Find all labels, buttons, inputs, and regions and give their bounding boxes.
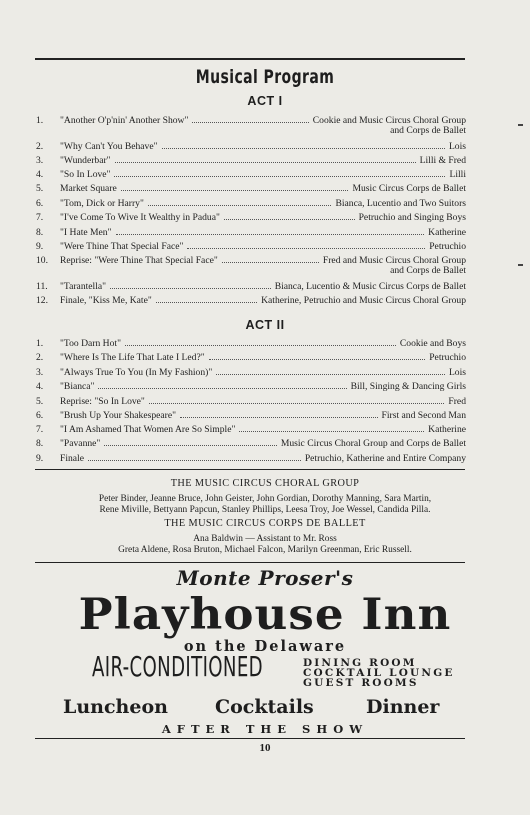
- leader-dots: [162, 148, 445, 149]
- leader-dots: [180, 417, 377, 418]
- song-title: Market Square: [60, 183, 117, 194]
- performer: Bianca, Lucentio & Music Circus Corps de Ballet: [274, 281, 466, 292]
- item-line: [60, 338, 466, 350]
- performer-continued: and Corps de Ballet: [390, 125, 466, 136]
- item-line: [60, 227, 466, 239]
- act2-heading: ACT II: [245, 318, 285, 332]
- top-rule: [35, 58, 465, 60]
- item-line: [60, 212, 466, 224]
- item-line: [60, 381, 466, 393]
- ad-amenity-rooms: GUEST ROOMS: [303, 677, 419, 689]
- ad-location: on the Delaware: [183, 638, 347, 655]
- ad-meal-luncheon: Luncheon: [63, 696, 168, 718]
- item-line: [60, 241, 466, 253]
- leader-dots: [88, 460, 301, 461]
- performer: Katherine, Petruchio and Music Circus Choral Group: [261, 295, 466, 306]
- song-title: "Tarantella": [60, 281, 107, 292]
- item-number: 4.: [36, 381, 44, 392]
- item-line: [60, 295, 466, 307]
- item-number: 9.: [36, 241, 44, 252]
- ad-owner: Monte Proser's: [176, 566, 354, 590]
- leader-dots: [114, 176, 445, 177]
- item-number: 7.: [36, 212, 44, 223]
- item-line: [60, 453, 466, 465]
- song-title: "Where Is The Life That Late I Led?": [60, 352, 205, 363]
- leader-dots: [224, 219, 355, 220]
- song-title: "Bianca": [60, 381, 95, 392]
- performer: Bill, Singing & Dancing Girls: [350, 381, 466, 392]
- performer: Petruchio: [429, 241, 466, 252]
- ad-amenity-dining: DINING ROOM: [303, 657, 417, 669]
- performer: Music Circus Choral Group and Corps de Ballet: [280, 438, 466, 449]
- item-number: 10.: [36, 255, 48, 266]
- item-line: [60, 281, 466, 293]
- performer: Petruchio, Katherine and Entire Company: [304, 453, 466, 464]
- item-number: 8.: [36, 227, 44, 238]
- ad-after-show: AFTER THE SHOW: [161, 722, 369, 736]
- item-number: 5.: [36, 396, 44, 407]
- performer: Fred and Music Circus Choral Group: [322, 255, 466, 266]
- leader-dots: [115, 162, 416, 163]
- ballet-members: Greta Aldene, Rosa Bruton, Michael Falcon, Marilyn Greenman, Eric Russell.: [118, 545, 412, 555]
- ballet-heading: THE MUSIC CIRCUS CORPS DE BALLET: [164, 518, 366, 529]
- item-line: [60, 438, 466, 450]
- leader-dots: [116, 234, 425, 235]
- song-title: Reprise: "Were Thine That Special Face": [60, 255, 218, 266]
- bottom-rule: [35, 738, 465, 739]
- leader-dots: [216, 374, 445, 375]
- performer: Lilli: [449, 169, 466, 180]
- item-line: [60, 183, 466, 195]
- choral-heading: THE MUSIC CIRCUS CHORAL GROUP: [170, 478, 360, 489]
- item-number: 5.: [36, 183, 44, 194]
- song-title: "Were Thine That Special Face": [60, 241, 184, 252]
- edge-mark: [518, 264, 523, 266]
- item-line: [60, 155, 466, 167]
- ad-meal-dinner: Dinner: [366, 696, 440, 718]
- leader-dots: [125, 345, 396, 346]
- song-title: "Why Can't You Behave": [60, 141, 158, 152]
- performer: First and Second Man: [381, 410, 466, 421]
- song-title: "So In Love": [60, 169, 111, 180]
- performer: Lois: [448, 141, 466, 152]
- song-title: "Brush Up Your Shakespeare": [60, 410, 177, 421]
- item-number: 6.: [36, 410, 44, 421]
- leader-dots: [148, 205, 332, 206]
- item-number: 2.: [36, 141, 44, 152]
- song-title: "Too Darn Hot": [60, 338, 121, 349]
- edge-mark: [518, 124, 523, 126]
- item-line: [60, 424, 466, 436]
- item-line: [60, 169, 466, 181]
- song-title: "Tom, Dick or Harry": [60, 198, 144, 209]
- performer: Fred: [448, 396, 466, 407]
- song-title: "Always True To You (In My Fashion)": [60, 367, 213, 378]
- item-number: 12.: [36, 295, 48, 306]
- performer: Bianca, Lucentio and Two Suitors: [335, 198, 466, 209]
- song-title: "Wunderbar": [60, 155, 111, 166]
- ad-rule: [35, 562, 465, 563]
- song-title: "I Hate Men": [60, 227, 112, 238]
- choral-names-2: Rene Miville, Bettyann Papcun, Stanley Phillips, Leesa Troy, Joe Wessel, Candida Pilla.: [99, 505, 431, 515]
- performer-continued: and Corps de Ballet: [390, 265, 466, 276]
- page-title: Musical Program: [195, 66, 335, 88]
- performer: Petruchio and Singing Boys: [358, 212, 466, 223]
- performer: Lois: [448, 367, 466, 378]
- song-title: "Another O'p'nin' Another Show": [60, 115, 189, 126]
- leader-dots: [222, 262, 319, 263]
- performer: Music Circus Corps de Ballet: [352, 183, 466, 194]
- song-title: "I Am Ashamed That Women Are So Simple": [60, 424, 236, 435]
- item-number: 3.: [36, 367, 44, 378]
- ballet-assistant: Ana Baldwin — Assistant to Mr. Ross: [193, 534, 337, 544]
- item-line: [60, 396, 466, 408]
- item-line: [60, 410, 466, 422]
- item-line: [60, 141, 466, 153]
- section-rule: [35, 469, 465, 470]
- leader-dots: [209, 359, 426, 360]
- leader-dots: [156, 302, 257, 303]
- choral-names-1: Peter Binder, Jeanne Bruce, John Geister, John Gordian, Dorothy Manning, Sara Martin,: [98, 494, 432, 504]
- performer: Katherine: [428, 424, 466, 435]
- performer: Petruchio: [429, 352, 466, 363]
- performer: Cookie and Music Circus Choral Group: [312, 115, 466, 126]
- performer: Cookie and Boys: [399, 338, 466, 349]
- item-number: 8.: [36, 438, 44, 449]
- item-number: 2.: [36, 352, 44, 363]
- leader-dots: [104, 445, 276, 446]
- item-number: 7.: [36, 424, 44, 435]
- item-number: 4.: [36, 169, 44, 180]
- page-number: 10: [259, 742, 271, 754]
- song-title: "Pavanne": [60, 438, 101, 449]
- item-number: 1.: [36, 115, 44, 126]
- item-number: 6.: [36, 198, 44, 209]
- item-number: 9.: [36, 453, 44, 464]
- item-line: [60, 367, 466, 379]
- ad-amenity-lounge: COCKTAIL LOUNGE: [303, 667, 455, 679]
- act1-heading: ACT I: [247, 94, 283, 108]
- song-title: "I've Come To Wive It Wealthy in Padua": [60, 212, 220, 223]
- performer: Lilli & Fred: [419, 155, 466, 166]
- leader-dots: [187, 248, 425, 249]
- leader-dots: [110, 288, 271, 289]
- song-title: Finale: [60, 453, 84, 464]
- ad-meal-cocktails: Cocktails: [215, 696, 314, 718]
- leader-dots: [98, 388, 346, 389]
- song-title: Reprise: "So In Love": [60, 396, 145, 407]
- item-line: [60, 198, 466, 210]
- performer: Katherine: [428, 227, 466, 238]
- leader-dots: [239, 431, 424, 432]
- leader-dots: [121, 190, 349, 191]
- leader-dots: [192, 122, 308, 123]
- item-number: 1.: [36, 338, 44, 349]
- item-line: [60, 352, 466, 364]
- ad-inn-name: Playhouse Inn: [78, 590, 452, 640]
- ad-air-conditioned: AIR-CONDITIONED: [92, 650, 263, 683]
- song-title: Finale, "Kiss Me, Kate": [60, 295, 152, 306]
- leader-dots: [149, 403, 445, 404]
- item-number: 11.: [36, 281, 48, 292]
- item-number: 3.: [36, 155, 44, 166]
